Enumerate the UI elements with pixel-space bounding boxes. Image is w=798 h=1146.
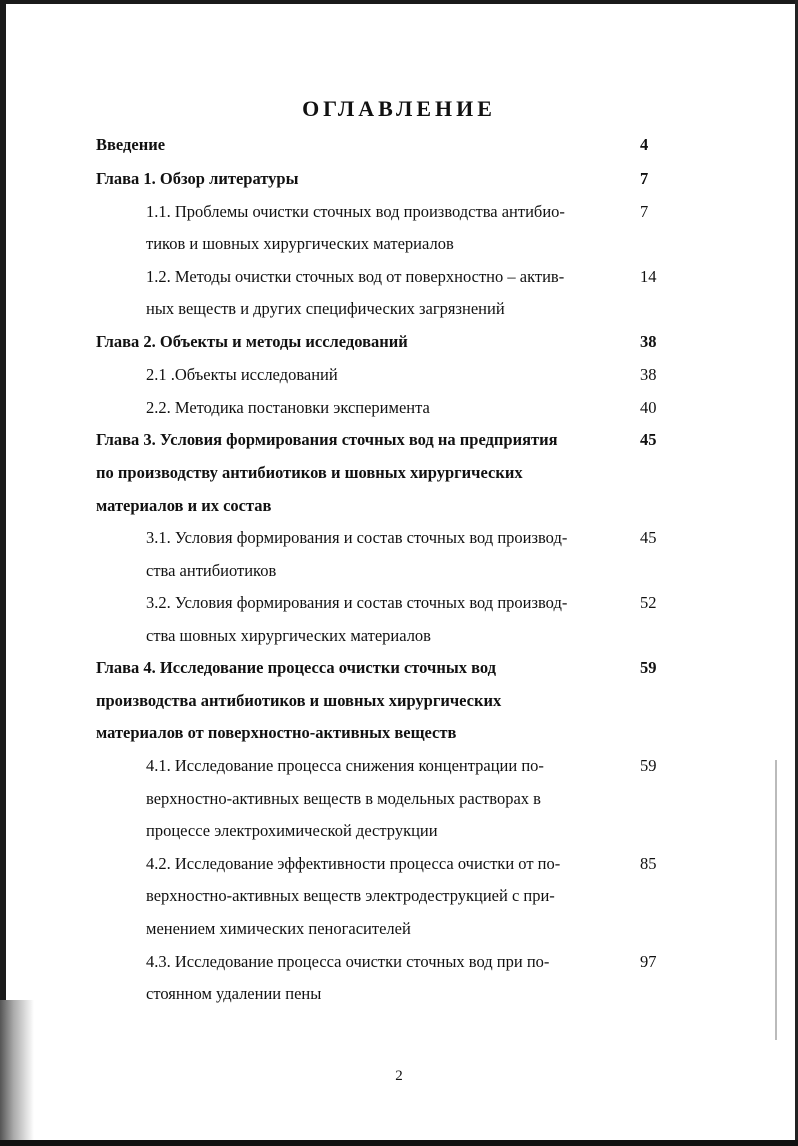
- scan-edge-top: [0, 0, 798, 4]
- toc-page-number: 4: [640, 135, 649, 154]
- toc-page-number: 7: [640, 202, 649, 221]
- toc-entry-introduction: Введение: [96, 135, 166, 154]
- toc-page-number: 59: [640, 756, 657, 775]
- toc-entry-section-3-2-cont: ства шовных хирургических материалов: [146, 626, 431, 645]
- toc-entry-section-3-2: 3.2. Условия формирования и состав сточных вод производ-: [146, 593, 568, 612]
- toc-page-number: 38: [640, 365, 657, 384]
- scan-edge-bottom: [0, 1140, 798, 1146]
- toc-entry-section-2-2: 2.2. Методика постановки эксперимента: [146, 398, 430, 417]
- toc-entry-chapter-1: Глава 1. Обзор литературы: [96, 169, 299, 188]
- toc-entry-section-4-1: 4.1. Исследование процесса снижения концентрации по-: [146, 756, 544, 775]
- page-number: 2: [395, 1068, 403, 1084]
- toc-page-number: 40: [640, 398, 657, 417]
- toc-entry-section-3-1: 3.1. Условия формирования и состав сточных вод производ-: [146, 528, 568, 547]
- scan-edge-left: [0, 0, 6, 1146]
- toc-page-number: 59: [640, 658, 657, 677]
- toc-page-number: 97: [640, 952, 657, 971]
- toc-page-number: 45: [640, 528, 657, 547]
- toc-entry-section-4-1-cont: процессе электрохимической деструкции: [146, 821, 438, 840]
- toc-entry-chapter-3-cont: материалов и их состав: [96, 496, 272, 515]
- toc-title: ОГЛАВЛЕНИЕ: [302, 96, 496, 121]
- toc-page-number: 52: [640, 593, 657, 612]
- toc-entry-chapter-3: Глава 3. Условия формирования сточных вод на предприятия: [96, 430, 558, 449]
- toc-entry-section-4-1-cont: верхностно-активных веществ в модельных растворах в: [146, 789, 541, 808]
- toc-entry-section-4-3-cont: стоянном удалении пены: [146, 984, 322, 1003]
- toc-entry-chapter-4-cont: производства антибиотиков и шовных хирургических: [96, 691, 502, 710]
- toc-entry-section-1-1: 1.1. Проблемы очистки сточных вод производства антибио-: [146, 202, 565, 221]
- toc-entry-section-1-2: 1.2. Методы очистки сточных вод от поверхностно – актив-: [146, 267, 565, 286]
- toc-page-number: 85: [640, 854, 657, 873]
- toc-entry-section-3-1-cont: ства антибиотиков: [146, 561, 277, 580]
- toc-entry-section-1-1-cont: тиков и шовных хирургических материалов: [146, 234, 454, 253]
- toc-page-number: 14: [640, 267, 657, 286]
- toc-entry-chapter-4-cont: материалов от поверхностно-активных веществ: [96, 723, 457, 742]
- toc-page-number: 38: [640, 332, 657, 351]
- toc-entry-chapter-4: Глава 4. Исследование процесса очистки сточных вод: [96, 658, 496, 677]
- toc-entry-section-1-2-cont: ных веществ и других специфических загрязнений: [146, 299, 505, 318]
- toc-entry-chapter-3-cont: по производству антибиотиков и шовных хирургических: [96, 463, 523, 482]
- toc-entry-section-2-1: 2.1 .Объекты исследований: [146, 365, 338, 384]
- toc-page-number: 45: [640, 430, 657, 449]
- toc-entry-chapter-2: Глава 2. Объекты и методы исследований: [96, 332, 408, 351]
- toc-entry-section-4-2: 4.2. Исследование эффективности процесса очистки от по-: [146, 854, 561, 873]
- scan-artifact: [775, 760, 777, 1040]
- toc-entry-section-4-2-cont: менением химических пеногасителей: [146, 919, 411, 938]
- toc-page-number: 7: [640, 169, 649, 188]
- toc-entry-section-4-2-cont: верхностно-активных веществ электродеструкцией с при-: [146, 886, 555, 905]
- toc-entry-section-4-3: 4.3. Исследование процесса очистки сточных вод при по-: [146, 952, 550, 971]
